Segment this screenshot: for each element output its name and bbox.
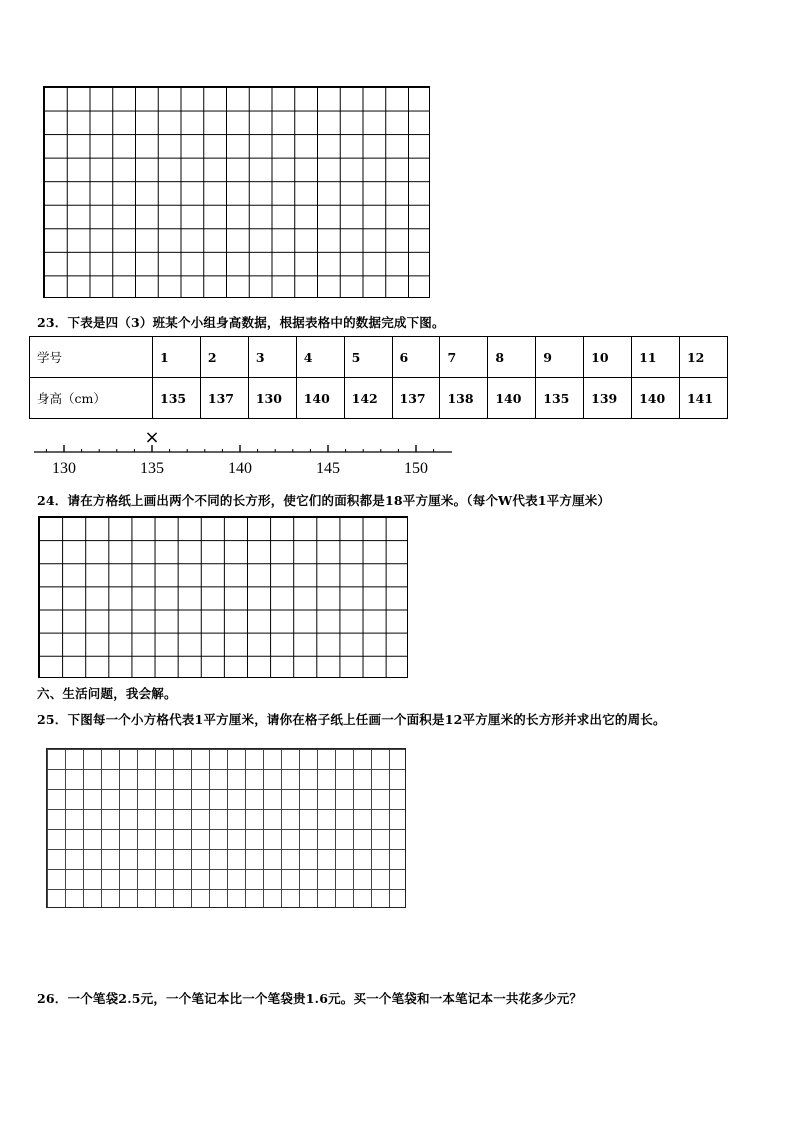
question-23-text: 23．下表是四（3）班某个小组身高数据，根据表格中的数据完成下图。 [37, 315, 445, 330]
table-cell: 140 [632, 378, 680, 419]
grid-paper-3 [46, 748, 406, 908]
table-header-student-id: 学号 [30, 337, 153, 378]
table-cell: 141 [679, 378, 727, 419]
table-cell: 140 [296, 378, 344, 419]
number-line-label: 150 [404, 460, 428, 477]
table-cell: 137 [200, 378, 248, 419]
number-line-labels [52, 460, 428, 477]
table-cell: 138 [440, 378, 488, 419]
number-line-label: 145 [316, 460, 340, 477]
question-25-text: 25．下图每一个小方格代表1平方厘米，请你在格子纸上任画一个面积是12平方厘米的长方形并求出它的周长。 [37, 712, 666, 727]
question-26-text: 26．一个笔袋2.5元，一个笔记本比一个笔袋贵1.6元。买一个笔袋和一本笔记本一共花多少元？ [37, 991, 583, 1006]
table-cell: 3 [248, 337, 296, 378]
number-line-label: 140 [228, 460, 252, 477]
table-cell: 7 [440, 337, 488, 378]
table-cell: 1 [153, 337, 201, 378]
grid-paper-1 [43, 86, 430, 298]
table-cell: 9 [536, 337, 584, 378]
table-row-student-id [30, 337, 728, 378]
question-24-text: 24．请在方格纸上画出两个不同的长方形，使它们的面积都是18平方厘米。（每个W代表1平方厘米） [37, 493, 611, 508]
table-cell: 6 [392, 337, 440, 378]
cross-mark-icon: × [144, 427, 160, 448]
table-cell: 142 [344, 378, 392, 419]
table-header-height: 身高（cm） [30, 378, 153, 419]
number-line-ticks [46, 445, 433, 452]
number-line-label: 130 [52, 460, 76, 477]
table-cell: 8 [488, 337, 536, 378]
table-cell: 130 [248, 378, 296, 419]
table-cell: 140 [488, 378, 536, 419]
grid-paper-2 [38, 516, 408, 678]
number-line [30, 425, 460, 480]
height-data-table [29, 336, 728, 419]
section-6-title: 六、生活问题，我会解。 [37, 686, 177, 701]
table-cell: 135 [153, 378, 201, 419]
table-cell: 4 [296, 337, 344, 378]
table-cell: 12 [679, 337, 727, 378]
table-cell: 2 [200, 337, 248, 378]
table-cell: 137 [392, 378, 440, 419]
table-cell: 5 [344, 337, 392, 378]
table-cell: 11 [632, 337, 680, 378]
table-cell: 139 [584, 378, 632, 419]
table-cell: 10 [584, 337, 632, 378]
table-row-height [30, 378, 728, 419]
table-cell: 135 [536, 378, 584, 419]
number-line-label: 135 [140, 460, 164, 477]
